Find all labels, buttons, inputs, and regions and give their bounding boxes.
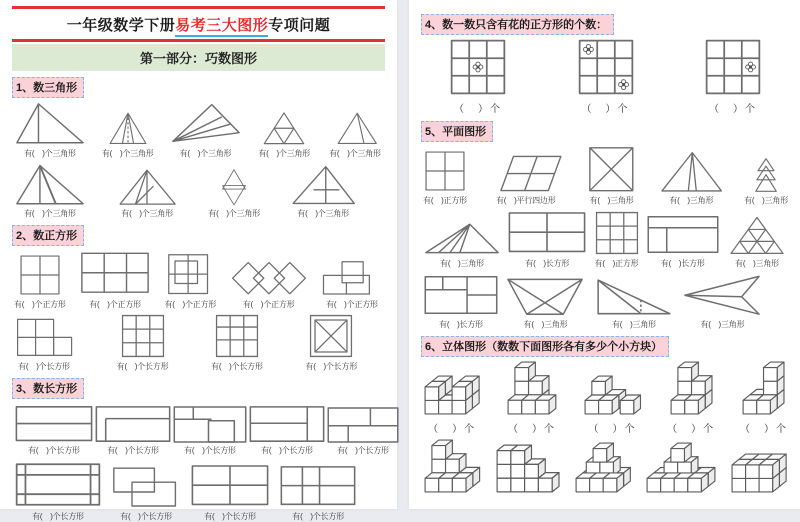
section-heading: 6、立体图形（数数下面图形各有多少个小方块）: [421, 336, 669, 357]
answer-blank-label: 有( )个长方形: [292, 511, 344, 521]
t7-figure: [115, 167, 179, 207]
figure: [423, 374, 481, 435]
figure-row: [423, 145, 788, 206]
figure: [279, 463, 357, 521]
flower-grid-figure: [704, 38, 762, 96]
figure: [164, 251, 216, 310]
figure: [423, 220, 501, 268]
figure: [208, 168, 260, 220]
section-heading-wrap: [12, 225, 385, 246]
figure: [577, 38, 635, 115]
para-figure: [487, 153, 565, 193]
section-heading: 1、数三角形: [12, 77, 84, 98]
t6-figure: [14, 162, 86, 207]
rectSteps-figure: [326, 405, 400, 443]
figure: [14, 459, 102, 521]
answer-blank-label: 有( )三角形: [700, 319, 745, 329]
answer-blank-label: （ ）个: [428, 423, 477, 435]
t4-figure: [255, 110, 313, 146]
figure: [645, 441, 717, 494]
section-heading-wrap: [12, 77, 385, 98]
figure: [449, 38, 507, 115]
answer-blank-label: 有( )个三角形: [24, 148, 76, 158]
figure: [327, 111, 383, 159]
figure: [592, 274, 676, 330]
figure: [423, 438, 482, 494]
figure: [667, 360, 715, 435]
section-heading-wrap: [421, 121, 790, 142]
answer-blank-label: 有( )三角形: [735, 258, 779, 268]
answer-blank-label: 有( )三角形: [523, 319, 568, 329]
figure: [507, 209, 587, 268]
sq3x3-figure: [594, 210, 640, 256]
cube-stack-figure: [495, 443, 561, 494]
answer-blank-label: 有( )正方形: [423, 196, 467, 206]
rectFrame-figure: [14, 459, 102, 508]
rectQuad-figure: [507, 209, 587, 255]
answer-blank-label: 有( )三角形: [744, 196, 788, 206]
figure: [14, 317, 74, 372]
title-post: 专项问题: [268, 17, 331, 34]
answer-blank-label: 有( )个长方形: [107, 446, 159, 456]
answer-blank-label: 有( )个长方形: [211, 361, 263, 371]
answer-blank-label: 有( )个长方形: [120, 511, 172, 521]
page-left: [0, 0, 397, 521]
answer-blank-label: 有( )三角形: [440, 258, 484, 268]
flower-icon: [583, 45, 593, 55]
sqPartial-figure: [214, 313, 260, 359]
star6-figure: [212, 168, 256, 207]
answer-blank-label: 有( )个三角形: [208, 209, 261, 219]
figure: [646, 213, 720, 269]
answer-blank-label: 有( )个三角形: [179, 148, 232, 158]
answer-blank-label: 有( )三角形: [589, 196, 634, 206]
answer-blank-label: 有( )三角形: [669, 196, 714, 206]
worksheet-title: [12, 6, 385, 42]
answer-blank-label: 有( )个三角形: [297, 209, 350, 219]
page2-sections: [421, 14, 790, 494]
figure-row: [423, 438, 788, 494]
t9-figure: [289, 164, 357, 206]
figure: [305, 313, 357, 372]
lSquares-figure: [14, 317, 74, 359]
figure: [14, 101, 86, 159]
figure: [248, 403, 326, 457]
figure: [744, 157, 788, 207]
cube-stack-figure: [741, 360, 786, 416]
answer-blank-label: 有( )个三角形: [121, 209, 173, 219]
tri9-figure: [726, 215, 788, 256]
figure: [505, 275, 585, 330]
figure: [14, 253, 66, 310]
answer-blank-label: 有( )正方形: [594, 258, 639, 268]
answer-blank-label: 有( )个长方形: [32, 511, 84, 521]
cube-stack-figure: [506, 360, 558, 416]
answer-blank-label: 有( )个长方形: [337, 446, 389, 456]
answer-blank-label: 有( )长方形: [439, 319, 483, 329]
cube-stack-figure: [423, 374, 481, 416]
sqInner-figure: [165, 251, 215, 297]
answer-blank-label: 有( )个长方形: [28, 446, 80, 456]
cube-stack-figure: [645, 441, 717, 494]
figure: [211, 313, 263, 372]
rect2rows-figure: [14, 402, 94, 444]
page-right: [409, 0, 800, 509]
answer-blank-label: 有( )个长方形: [204, 511, 256, 521]
flower-grid-figure: [577, 38, 635, 96]
answer-blank-label: 有( )个正方形: [89, 299, 141, 309]
section-heading: 2、数正方形: [12, 225, 84, 246]
answer-blank-label: （ ）个: [588, 423, 637, 435]
figure: [117, 313, 169, 372]
t5-figure: [327, 111, 383, 146]
t2-figure: [100, 111, 156, 146]
figure: [495, 443, 561, 494]
figure: [704, 38, 762, 115]
figure: [583, 374, 643, 435]
section-heading: 3、数长方形: [12, 378, 84, 399]
answer-blank-label: 有( )个三角形: [258, 148, 311, 158]
answer-blank-label: （ ）个: [507, 423, 556, 435]
figure: [726, 215, 788, 269]
rect2x3-figure: [79, 249, 151, 297]
answer-blank-label: （ ）个: [454, 104, 502, 115]
figure-row: [14, 162, 357, 220]
answer-blank-label: 有( )个正方形: [326, 299, 378, 309]
answer-blank-label: 有( )个正方形: [14, 299, 66, 309]
figure: [111, 464, 181, 522]
section-heading-wrap: [421, 336, 790, 357]
sq2x2-figure: [18, 253, 62, 297]
answer-blank-label: （ ）个: [581, 104, 630, 115]
figure: [172, 404, 248, 457]
figure: [14, 402, 94, 457]
rectOverlap2-figure: [111, 464, 181, 509]
figure: [190, 462, 270, 521]
figure-row: [14, 101, 383, 159]
answer-blank-label: 有( )个正方形: [164, 299, 217, 309]
cube-stack-figure: [669, 360, 714, 416]
answer-blank-label: 有( )长方形: [660, 258, 705, 268]
tri2lines-figure: [658, 150, 724, 194]
cube-stack-figure: [730, 452, 788, 494]
figure: [574, 441, 632, 494]
figure: [94, 403, 172, 457]
figure: [585, 145, 639, 206]
answer-blank-label: 有( )个三角形: [24, 209, 76, 219]
answer-blank-label: 有( )个长方形: [305, 361, 358, 371]
section-heading-wrap: [421, 14, 790, 35]
figure: [100, 111, 156, 159]
flower-icon: [473, 62, 483, 72]
flower-icon: [618, 80, 628, 90]
rtriLines-figure: [592, 274, 676, 317]
answer-blank-label: 有( )个长方形: [184, 446, 236, 456]
answer-blank-label: 有( )个三角形: [329, 148, 381, 158]
rectNested-figure: [172, 404, 248, 444]
part-subtitle: 第一部分：巧数图形: [12, 44, 385, 71]
figure: [730, 452, 788, 494]
figure: [682, 272, 762, 330]
rectSqOverlap-figure: [321, 258, 383, 296]
rectBandCol-figure: [646, 213, 720, 256]
figure: [740, 360, 788, 435]
dart-figure: [682, 272, 762, 317]
answer-blank-label: （ ）个: [739, 423, 788, 435]
figure: [255, 110, 313, 159]
answer-blank-label: 有( )个正方形: [242, 299, 295, 309]
answer-blank-label: （ ）个: [709, 104, 757, 115]
figure: [170, 101, 242, 159]
figure: [423, 149, 467, 206]
answer-blank-label: 有( )平行四边形: [496, 196, 556, 206]
figure-row: [14, 313, 357, 372]
cube-stack-figure: [583, 374, 643, 416]
title-highlight: 易考三大图形: [175, 17, 268, 37]
sqX-figure: [585, 145, 639, 193]
rectMixed3-figure: [423, 273, 499, 317]
rectQuad-figure: [190, 462, 270, 508]
figure: [230, 260, 308, 309]
triStack-figure: [746, 157, 786, 194]
figure: [289, 164, 357, 219]
sq3x3-figure: [120, 313, 166, 359]
figure-row: [423, 360, 788, 435]
figure: [321, 258, 383, 309]
diamonds3-figure: [230, 260, 308, 296]
figure-row: [423, 38, 788, 115]
figure: [115, 167, 179, 220]
figure: [506, 360, 558, 435]
figure: [423, 273, 499, 330]
rectTopLeft-figure: [94, 403, 172, 444]
answer-blank-label: 有( )个三角形: [101, 148, 154, 158]
cube-stack-figure: [574, 441, 632, 494]
trapDiag-figure: [505, 275, 585, 317]
figure-row: [14, 402, 389, 457]
flower-icon: [746, 62, 756, 72]
figure-row: [14, 249, 383, 310]
sqXFrame-figure: [308, 313, 354, 359]
sq2x2-figure: [423, 149, 467, 193]
answer-blank-label: 有( )个长方形: [18, 361, 70, 371]
cube-stack-figure: [423, 438, 482, 494]
t3-figure: [170, 101, 242, 146]
t1-figure: [14, 101, 86, 146]
page1-sections: [12, 77, 389, 522]
section-heading: 4、数一数只含有花的正方形的个数：: [421, 14, 614, 35]
triFanFlat-figure: [423, 220, 501, 255]
figure: [79, 249, 151, 310]
figure: [658, 150, 724, 207]
figure: [14, 162, 86, 220]
figure-row: [423, 209, 788, 268]
title-pre: 一年级数学下册: [66, 17, 176, 34]
section-heading-wrap: [12, 378, 385, 399]
answer-blank-label: 有( )长方形: [525, 258, 570, 268]
answer-blank-label: 有( )个长方形: [261, 446, 313, 456]
flower-grid-figure: [449, 38, 507, 96]
answer-blank-label: （ ）个: [667, 423, 716, 435]
figure-row: [14, 459, 357, 521]
figure-row: [423, 272, 762, 330]
answer-blank-label: 有( )三角形: [612, 319, 656, 329]
figure: [487, 153, 565, 206]
answer-blank-label: 有( )个长方形: [116, 361, 169, 371]
rect2x3v-figure: [279, 463, 357, 508]
figure: [594, 210, 640, 269]
section-heading: 5、平面图形: [421, 121, 493, 142]
figure: [326, 405, 400, 456]
rectRightCol-figure: [248, 403, 326, 444]
